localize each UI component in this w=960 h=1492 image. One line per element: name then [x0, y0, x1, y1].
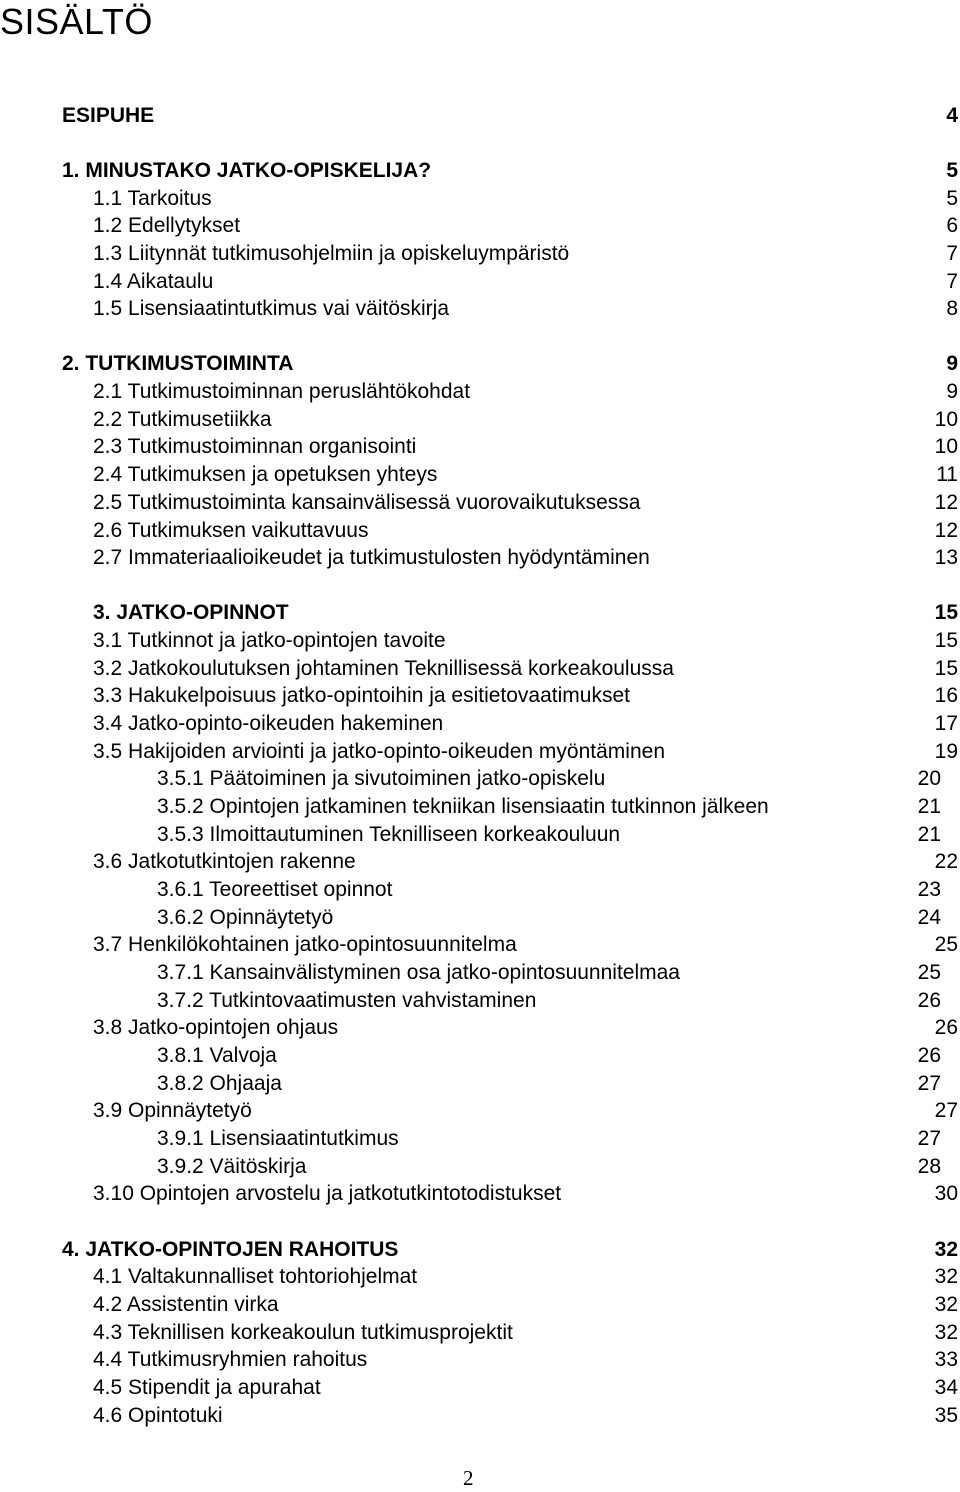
toc-entry-page: 32	[934, 1293, 958, 1316]
toc-entry-label: 2.1 Tutkimustoiminnan peruslähtökohdat	[93, 380, 471, 403]
toc-entry-label: 3.9 Opinnäytetyö	[93, 1099, 252, 1122]
toc-entry-label: 3.5.2 Opintojen jatkaminen tekniikan lisensiaatin tutkinnon jälkeen	[157, 795, 769, 818]
toc-entry-page: 15	[934, 601, 958, 624]
toc-entry-page: 26	[917, 1044, 941, 1067]
toc-entry-page: 27	[917, 1072, 941, 1095]
page-title: SISÄLTÖ	[0, 1, 153, 42]
toc-entry-label: 3.7.2 Tutkintovaatimusten vahvistaminen	[157, 989, 537, 1012]
toc-entry-label: 4.5 Stipendit ja apurahat	[93, 1376, 321, 1399]
toc-entry-label: 3.5 Hakijoiden arviointi ja jatko-opinto-oikeuden myöntäminen	[93, 740, 665, 763]
toc-entry-page: 5	[946, 187, 958, 210]
toc-entry-page: 21	[917, 823, 941, 846]
toc-entry-label: 3.6.2 Opinnäytetyö	[157, 906, 334, 929]
toc-entry-label: 3. JATKO-OPINNOT	[93, 601, 289, 624]
toc-entry-page: 12	[934, 519, 958, 542]
toc-entry-page: 22	[934, 850, 958, 873]
toc-entry-page: 7	[946, 270, 958, 293]
toc-entry-label: 3.6.1 Teoreettiset opinnot	[157, 878, 393, 901]
toc-entry-page: 34	[934, 1376, 958, 1399]
toc-entry-page: 32	[934, 1238, 958, 1261]
toc-entry-page: 12	[934, 491, 958, 514]
toc-entry-label: 3.8.2 Ohjaaja	[157, 1072, 282, 1095]
toc-entry-page: 32	[934, 1265, 958, 1288]
toc-entry-label: 1.4 Aikataulu	[93, 270, 214, 293]
toc-entry-page: 15	[934, 629, 958, 652]
toc-entry-page: 26	[934, 1016, 958, 1039]
toc-entry-page: 15	[934, 657, 958, 680]
toc-entry-label: 2.7 Immateriaalioikeudet ja tutkimustulosten hyödyntäminen	[93, 546, 650, 569]
toc-entry-page: 9	[946, 352, 958, 375]
toc-entry-label: 2.2 Tutkimusetiikka	[93, 408, 272, 431]
toc-entry-page: 6	[946, 214, 958, 237]
toc-entry-page: 27	[917, 1127, 941, 1150]
toc-entry-label: 2.4 Tutkimuksen ja opetuksen yhteys	[93, 463, 438, 486]
toc-entry-page: 24	[917, 906, 941, 929]
page-number: 2	[463, 1466, 474, 1490]
toc-entry-page: 26	[917, 989, 941, 1012]
toc-entry-label: 3.4 Jatko-opinto-oikeuden hakeminen	[93, 712, 444, 735]
toc-entry-page: 5	[946, 159, 958, 182]
toc-entry-label: 4.3 Teknillisen korkeakoulun tutkimusprojektit	[93, 1321, 513, 1344]
toc-entry-page: 4	[946, 104, 958, 127]
toc-entry-label: 3.1 Tutkinnot ja jatko-opintojen tavoite	[93, 629, 446, 652]
toc-entry-label: 3.5.3 Ilmoittautuminen Teknilliseen korkeakouluun	[157, 823, 621, 846]
toc-entry-label: 3.7.1 Kansainvälistyminen osa jatko-opintosuunnitelmaa	[157, 961, 680, 984]
toc-entry-page: 16	[934, 684, 958, 707]
toc-entry-label: 4.1 Valtakunnalliset tohtoriohjelmat	[93, 1265, 418, 1288]
toc-entry-label: 1.1 Tarkoitus	[93, 187, 212, 210]
toc-entry-label: 2.6 Tutkimuksen vaikuttavuus	[93, 519, 369, 542]
toc-entry-page: 23	[917, 878, 941, 901]
toc-entry-page: 11	[936, 463, 958, 486]
toc-entry-label: 3.3 Hakukelpoisuus jatko-opintoihin ja esitietovaatimukset	[93, 684, 630, 707]
toc-entry-label: 4.4 Tutkimusryhmien rahoitus	[93, 1348, 368, 1371]
toc-entry-label: 4.6 Opintotuki	[93, 1404, 223, 1427]
toc-entry-label: 1.3 Liitynnät tutkimusohjelmiin ja opiskeluympäristö	[93, 242, 570, 265]
toc-entry-page: 30	[934, 1182, 958, 1205]
toc-entry-page: 7	[946, 242, 958, 265]
toc-entry-label: 2.5 Tutkimustoiminta kansainvälisessä vuorovaikutuksessa	[93, 491, 641, 514]
toc-entry-label: ESIPUHE	[62, 104, 155, 127]
toc-entry-page: 13	[934, 546, 958, 569]
toc-entry-label: 3.6 Jatkotutkintojen rakenne	[93, 850, 356, 873]
toc-entry-page: 25	[934, 933, 958, 956]
toc-entry-label: 3.8 Jatko-opintojen ohjaus	[93, 1016, 339, 1039]
toc-entry-page: 27	[934, 1099, 958, 1122]
toc-entry-label: 3.8.1 Valvoja	[157, 1044, 277, 1067]
toc-entry-label: 3.9.1 Lisensiaatintutkimus	[157, 1127, 399, 1150]
toc-entry-page: 33	[934, 1348, 958, 1371]
toc-entry-page: 8	[946, 297, 958, 320]
toc-entry-label: 4.2 Assistentin virka	[93, 1293, 279, 1316]
toc-entry-label: 3.2 Jatkokoulutuksen johtaminen Teknillisessä korkeakoulussa	[93, 657, 674, 680]
toc-entry-page: 35	[934, 1404, 958, 1427]
toc-entry-label: 2.3 Tutkimustoiminnan organisointi	[93, 435, 417, 458]
toc-entry-page: 17	[934, 712, 958, 735]
toc-entry-label: 3.10 Opintojen arvostelu ja jatkotutkintotodistukset	[93, 1182, 562, 1205]
toc-entry-page: 28	[917, 1155, 941, 1178]
toc-entry-page: 10	[934, 435, 958, 458]
toc-entry-page: 19	[934, 740, 958, 763]
toc-entry-page: 21	[917, 795, 941, 818]
toc-entry-label: 1.5 Lisensiaatintutkimus vai väitöskirja	[93, 297, 449, 320]
toc-entry-label: 1. MINUSTAKO JATKO-OPISKELIJA?	[62, 159, 432, 182]
toc-entry-page: 20	[917, 767, 941, 790]
toc-entry-page: 32	[934, 1321, 958, 1344]
toc-entry-label: 4. JATKO-OPINTOJEN RAHOITUS	[62, 1238, 399, 1261]
toc-entry-label: 3.9.2 Väitöskirja	[157, 1155, 307, 1178]
toc-entry-page: 25	[917, 961, 941, 984]
toc-entry-page: 10	[934, 408, 958, 431]
toc-entry-page: 9	[946, 380, 958, 403]
toc-entry-label: 2. TUTKIMUSTOIMINTA	[62, 352, 294, 375]
toc-entry-label: 1.2 Edellytykset	[93, 214, 241, 237]
toc-entry-label: 3.5.1 Päätoiminen ja sivutoiminen jatko-opiskelu	[157, 767, 606, 790]
toc-entry-label: 3.7 Henkilökohtainen jatko-opintosuunnitelma	[93, 933, 517, 956]
